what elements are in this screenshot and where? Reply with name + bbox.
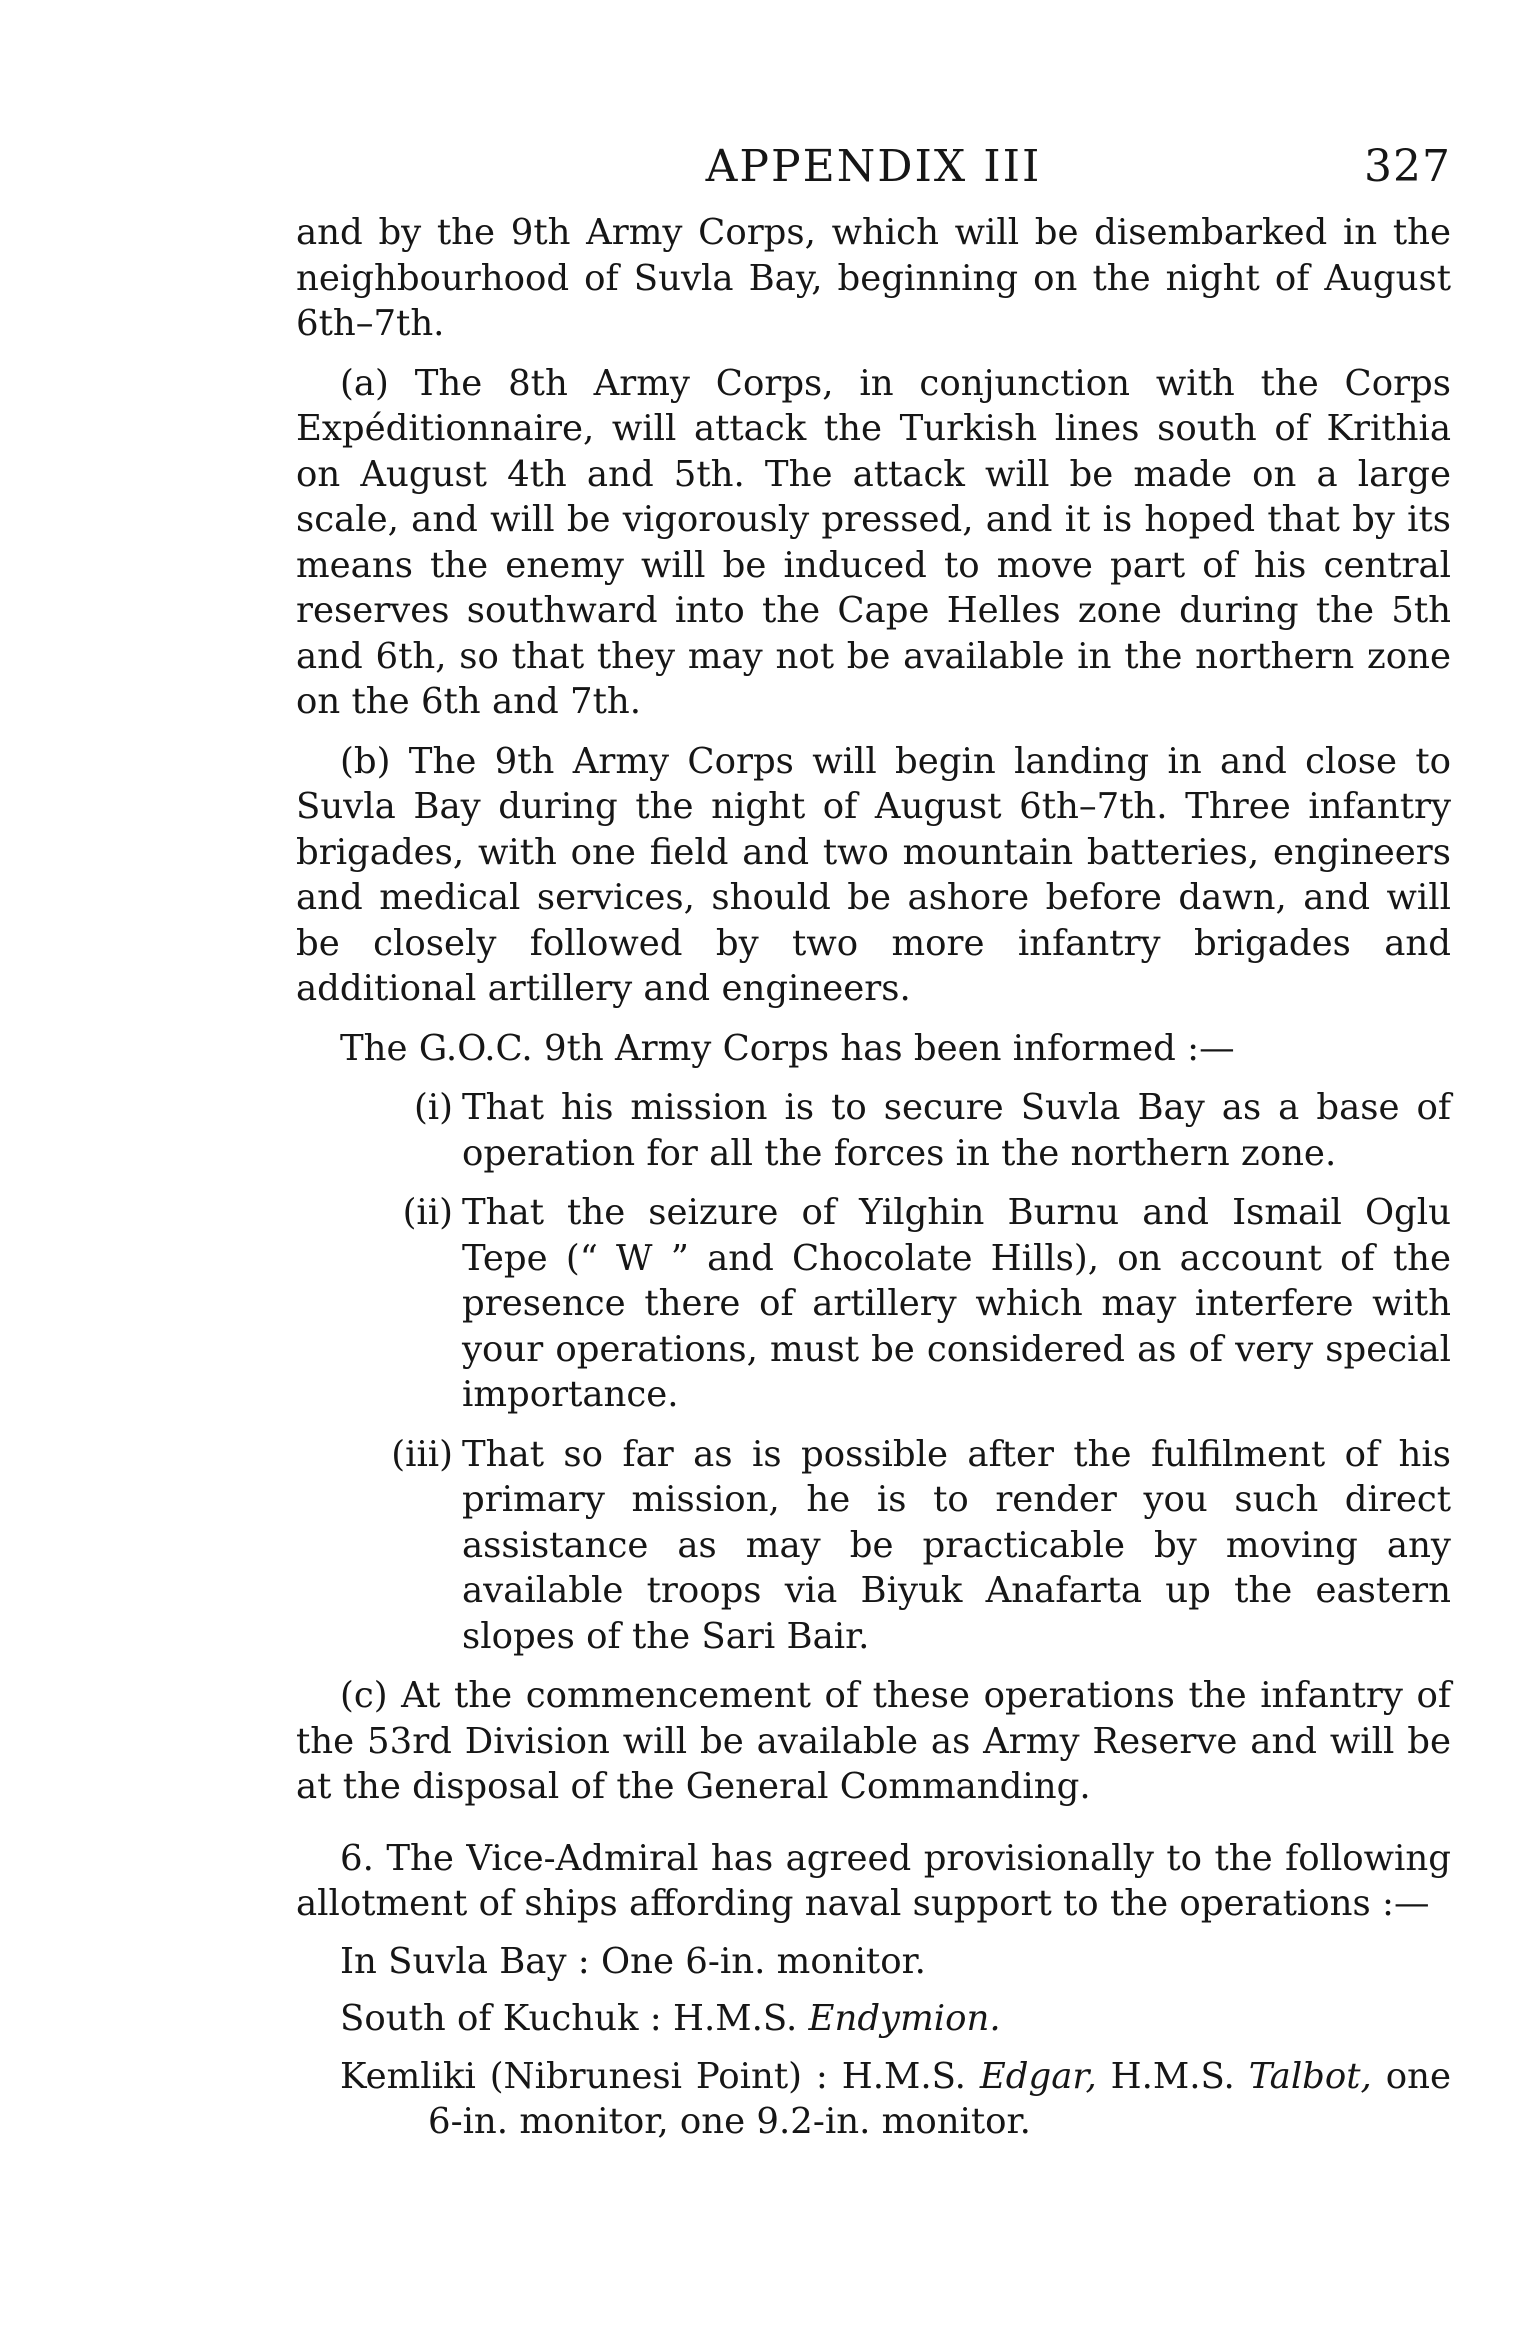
paragraph-b: (b) The 9th Army Corps will begin landing in and close to Suvla Bay during the night of August 6th–7th. Three infantry brigades, with one field and two mountain batteries, engineers and medical services, should be ashore before dawn, and will be closely followed by two more infantry brigades and additional artillery and engineers.: [296, 740, 1451, 1009]
paragraph-a: (a) The 8th Army Corps, in conjunction with the Corps Expéditionnaire, will attack the Turkish lines south of Krithia on August 4th and 5th. The attack will be made on a large scale, and will be vigorously pressed, and it is hoped that by its means the enemy will be induced to move part of his central reserves southward into the Cape Helles zone during the 5th and 6th, so that they may not be available in the northern zone on the 6th and 7th.: [296, 362, 1451, 722]
paragraph-6: 6. The Vice-Admiral has agreed provisionally to the following allotment of ships affording naval support to the operations :—: [296, 1837, 1451, 1924]
ship-line-prefix: South of Kuchuk : H.M.S.: [340, 1998, 798, 2039]
list-item-text: That so far as is possible after the fulfilment of his primary mission, he is to render you such direct assistance as may be practicable by moving any available troops via Biyuk Anafarta up the eastern slopes of the Sari Bair.: [462, 1433, 1451, 1657]
ship-line-kemliki: [296, 2054, 1451, 2145]
ship-line-suffix: one 6-in. monitor, one 9.2-in. monitor.: [428, 2055, 1451, 2142]
ship-name-talbot: Talbot,: [1248, 2055, 1372, 2097]
list-item-text: That his mission is to secure Suvla Bay as a base of operation for all the forces in the northern zone.: [462, 1087, 1451, 1174]
running-head: APPENDIX III: [705, 141, 1042, 192]
list-marker: (i): [413, 1087, 453, 1128]
paragraph-c: (c) At the commencement of these operations the infantry of the 53rd Division will be available as Army Reserve and will be at the disposal of the General Commanding.: [296, 1675, 1451, 1807]
ship-name-endymion: Endymion.: [808, 1998, 1001, 2039]
list-item-text: That the seizure of Yilghin Burnu and Ismail Oglu Tepe (“ W ” and Chocolate Hills), on account of the presence there of artillery which may interfere with your operations, must be considered as of very special importance.: [462, 1192, 1451, 1415]
list-item-i: [296, 1085, 1451, 1176]
ship-line-south-kuchuk: [296, 1996, 1451, 2042]
book-page: [296, 128, 1451, 2145]
informed-line: The G.O.C. 9th Army Corps has been informed :—: [340, 1027, 1235, 1069]
list-marker: (ii): [402, 1192, 453, 1233]
ship-line-prefix: Kemliki (Nibrunesi Point) : H.M.S.: [340, 2055, 966, 2097]
ship-line-hms: H.M.S.: [1110, 2055, 1235, 2097]
ship-name-edgar: Edgar,: [979, 2055, 1097, 2097]
paragraph-intro: and by the 9th Army Corps, which will be disembarked in the neighbourhood of Suvla Bay, beginning on the night of August 6th–7th.: [296, 212, 1451, 344]
list-item-ii: [296, 1190, 1451, 1418]
page-number: 327: [1364, 141, 1451, 192]
list-marker: (iii): [391, 1433, 453, 1475]
ship-line-suvla-bay: In Suvla Bay : One 6-in. monitor.: [340, 1940, 926, 1982]
list-item-iii: [296, 1432, 1451, 1660]
page-header: [296, 128, 1451, 206]
